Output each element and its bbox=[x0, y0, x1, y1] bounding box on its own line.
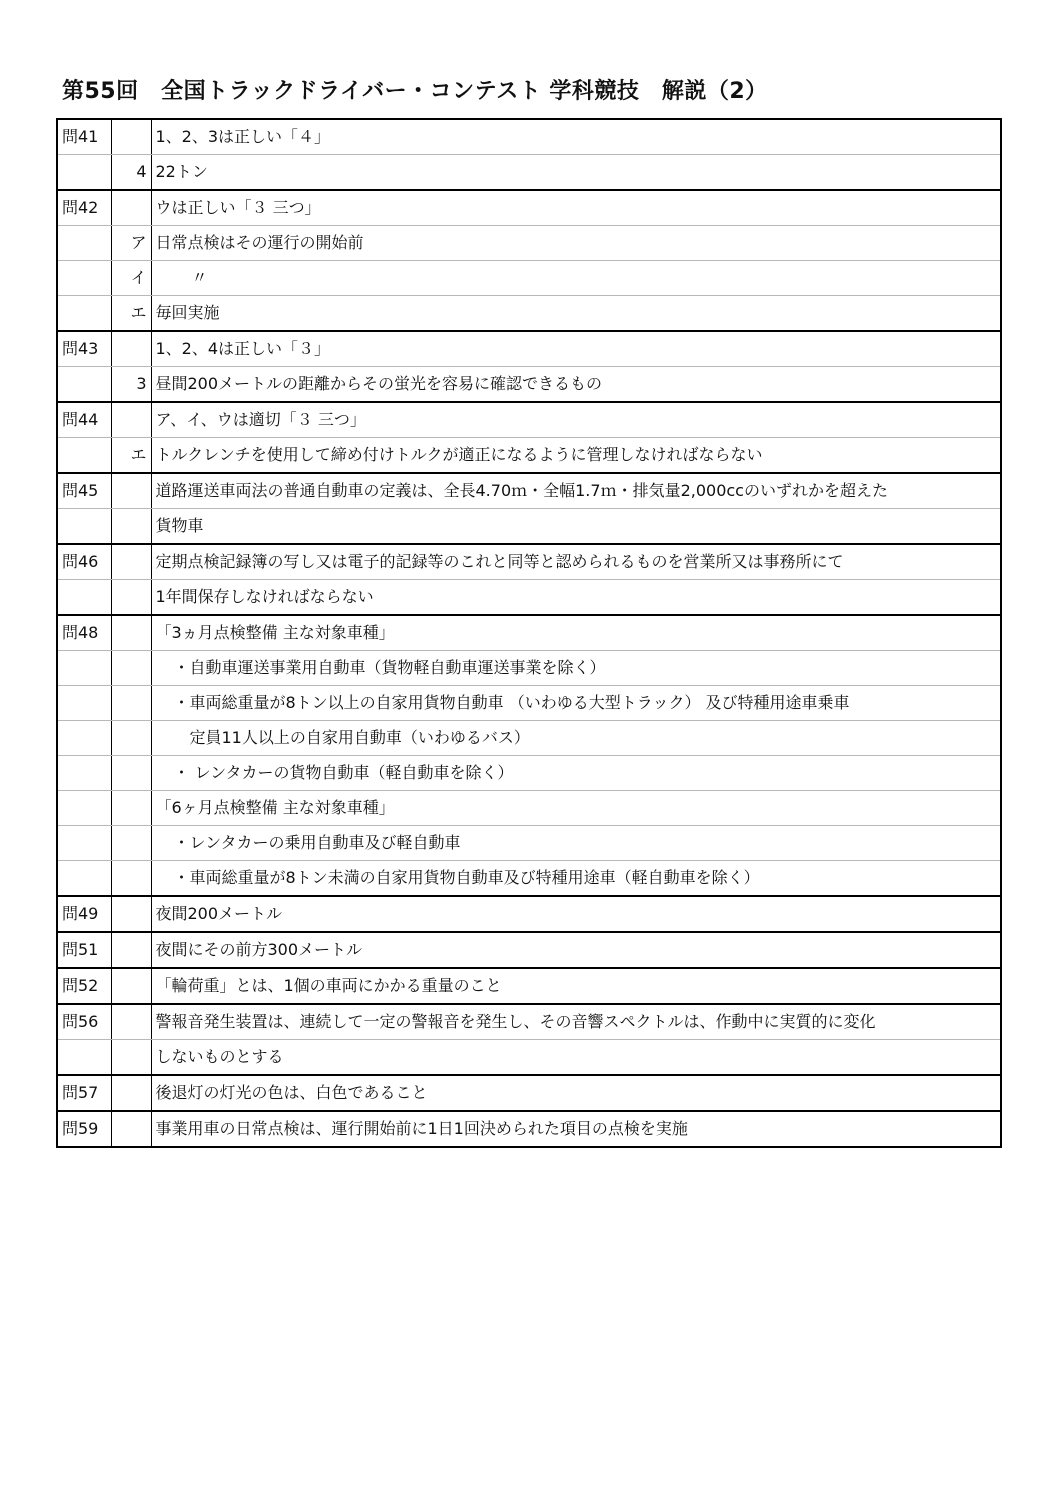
question-number: 問56 bbox=[57, 1004, 111, 1040]
choice-label bbox=[111, 402, 151, 438]
choice-label bbox=[111, 968, 151, 1004]
explanation-text: 「6ヶ月点検整備 主な対象車種」 bbox=[151, 791, 1001, 826]
choice-label bbox=[111, 544, 151, 580]
explanation-text: 毎回実施 bbox=[151, 296, 1001, 332]
table-row bbox=[57, 756, 1001, 791]
explanation-text: 道路運送車両法の普通自動車の定義は、全長4.70ｍ・全幅1.7ｍ・排気量2,000ccのいずれかを超えた bbox=[151, 473, 1001, 509]
explanation-text: ア、イ、ウは適切「３ 三つ」 bbox=[151, 402, 1001, 438]
question-number bbox=[57, 226, 111, 261]
question-number bbox=[57, 438, 111, 474]
question-number: 問59 bbox=[57, 1111, 111, 1147]
explanation-text: ・車両総重量が8トン未満の自家用貨物自動車及び特種用途車（軽自動車を除く） bbox=[151, 861, 1001, 897]
explanation-text: 夜間にその前方300メートル bbox=[151, 932, 1001, 968]
question-number bbox=[57, 651, 111, 686]
question-number: 問51 bbox=[57, 932, 111, 968]
explanation-text: 日常点検はその運行の開始前 bbox=[151, 226, 1001, 261]
table-row bbox=[57, 509, 1001, 545]
choice-label bbox=[111, 509, 151, 545]
answer-table bbox=[56, 118, 1002, 1148]
table-row bbox=[57, 1004, 1001, 1040]
choice-label bbox=[111, 1111, 151, 1147]
choice-label bbox=[111, 580, 151, 616]
choice-label bbox=[111, 651, 151, 686]
choice-label bbox=[111, 756, 151, 791]
explanation-text: 後退灯の灯光の色は、白色であること bbox=[151, 1075, 1001, 1111]
table-row bbox=[57, 544, 1001, 580]
explanation-text: ウは正しい「３ 三つ」 bbox=[151, 190, 1001, 226]
table-row bbox=[57, 190, 1001, 226]
choice-label bbox=[111, 190, 151, 226]
explanation-text: 警報音発生装置は、連続して一定の警報音を発生し、その音響スペクトルは、作動中に実質的に変化 bbox=[151, 1004, 1001, 1040]
choice-label bbox=[111, 1040, 151, 1076]
explanation-text: 夜間200メートル bbox=[151, 896, 1001, 932]
choice-label bbox=[111, 615, 151, 651]
choice-label: ア bbox=[111, 226, 151, 261]
explanation-text: 1、2、3は正しい「４」 bbox=[151, 119, 1001, 155]
question-number: 問48 bbox=[57, 615, 111, 651]
question-number bbox=[57, 367, 111, 403]
explanation-text: ・ レンタカーの貨物自動車（軽自動車を除く） bbox=[151, 756, 1001, 791]
choice-label bbox=[111, 826, 151, 861]
question-number: 問45 bbox=[57, 473, 111, 509]
table-row bbox=[57, 896, 1001, 932]
table-row bbox=[57, 651, 1001, 686]
table-row bbox=[57, 438, 1001, 474]
explanation-text: しないものとする bbox=[151, 1040, 1001, 1076]
explanation-text: 「3ヵ月点検整備 主な対象車種」 bbox=[151, 615, 1001, 651]
question-number: 問52 bbox=[57, 968, 111, 1004]
choice-label bbox=[111, 119, 151, 155]
table-row bbox=[57, 826, 1001, 861]
question-number bbox=[57, 261, 111, 296]
question-number: 問44 bbox=[57, 402, 111, 438]
table-row bbox=[57, 367, 1001, 403]
question-number bbox=[57, 509, 111, 545]
explanation-text: 1、2、4は正しい「３」 bbox=[151, 331, 1001, 367]
explanation-text: ・レンタカーの乗用自動車及び軽自動車 bbox=[151, 826, 1001, 861]
question-number bbox=[57, 296, 111, 332]
table-row bbox=[57, 226, 1001, 261]
table-row bbox=[57, 261, 1001, 296]
table-row bbox=[57, 686, 1001, 721]
choice-label bbox=[111, 932, 151, 968]
question-number bbox=[57, 861, 111, 897]
choice-label bbox=[111, 686, 151, 721]
explanation-text: 貨物車 bbox=[151, 509, 1001, 545]
table-row bbox=[57, 155, 1001, 191]
question-number: 問41 bbox=[57, 119, 111, 155]
explanation-text: 昼間200メートルの距離からその蛍光を容易に確認できるもの bbox=[151, 367, 1001, 403]
choice-label bbox=[111, 721, 151, 756]
table-row bbox=[57, 331, 1001, 367]
table-row bbox=[57, 721, 1001, 756]
table-row bbox=[57, 968, 1001, 1004]
explanation-text: ・車両総重量が8トン以上の自家用貨物自動車 （いわゆる大型トラック） 及び特種用途車乗車 bbox=[151, 686, 1001, 721]
table-row bbox=[57, 932, 1001, 968]
table-row bbox=[57, 615, 1001, 651]
table-row bbox=[57, 119, 1001, 155]
table-row bbox=[57, 473, 1001, 509]
answer-table-body bbox=[57, 119, 1001, 1147]
choice-label bbox=[111, 791, 151, 826]
page-title: 第55回 全国トラックドライバー・コンテスト 学科競技 解説（2） bbox=[62, 79, 768, 104]
choice-label: エ bbox=[111, 296, 151, 332]
choice-label bbox=[111, 331, 151, 367]
choice-label bbox=[111, 1004, 151, 1040]
table-row bbox=[57, 791, 1001, 826]
explanation-text: トルクレンチを使用して締め付けトルクが適正になるように管理しなければならない bbox=[151, 438, 1001, 474]
choice-label: 3 bbox=[111, 367, 151, 403]
question-number: 問42 bbox=[57, 190, 111, 226]
question-number bbox=[57, 826, 111, 861]
question-number bbox=[57, 721, 111, 756]
question-number bbox=[57, 1040, 111, 1076]
table-row bbox=[57, 402, 1001, 438]
table-row bbox=[57, 580, 1001, 616]
question-number bbox=[57, 756, 111, 791]
table-row bbox=[57, 1075, 1001, 1111]
question-number bbox=[57, 155, 111, 191]
question-number: 問49 bbox=[57, 896, 111, 932]
choice-label: イ bbox=[111, 261, 151, 296]
explanation-text: 定期点検記録簿の写し又は電子的記録等のこれと同等と認められるものを営業所又は事務所にて bbox=[151, 544, 1001, 580]
table-row bbox=[57, 861, 1001, 897]
explanation-text: ・自動車運送事業用自動車（貨物軽自動車運送事業を除く） bbox=[151, 651, 1001, 686]
table-row bbox=[57, 1040, 1001, 1076]
explanation-text: 1年間保存しなければならない bbox=[151, 580, 1001, 616]
choice-label bbox=[111, 1075, 151, 1111]
choice-label bbox=[111, 861, 151, 897]
choice-label bbox=[111, 473, 151, 509]
explanation-text: 定員11人以上の自家用自動車（いわゆるバス） bbox=[151, 721, 1001, 756]
explanation-text: 22トン bbox=[151, 155, 1001, 191]
explanation-text: 「輪荷重」とは、1個の車両にかかる重量のこと bbox=[151, 968, 1001, 1004]
question-number bbox=[57, 791, 111, 826]
question-number: 問46 bbox=[57, 544, 111, 580]
table-row bbox=[57, 1111, 1001, 1147]
question-number bbox=[57, 580, 111, 616]
table-row bbox=[57, 296, 1001, 332]
choice-label bbox=[111, 896, 151, 932]
explanation-text: 〃 bbox=[151, 261, 1001, 296]
question-number bbox=[57, 686, 111, 721]
choice-label: エ bbox=[111, 438, 151, 474]
question-number: 問57 bbox=[57, 1075, 111, 1111]
question-number: 問43 bbox=[57, 331, 111, 367]
choice-label: 4 bbox=[111, 155, 151, 191]
explanation-text: 事業用車の日常点検は、運行開始前に1日1回決められた項目の点検を実施 bbox=[151, 1111, 1001, 1147]
